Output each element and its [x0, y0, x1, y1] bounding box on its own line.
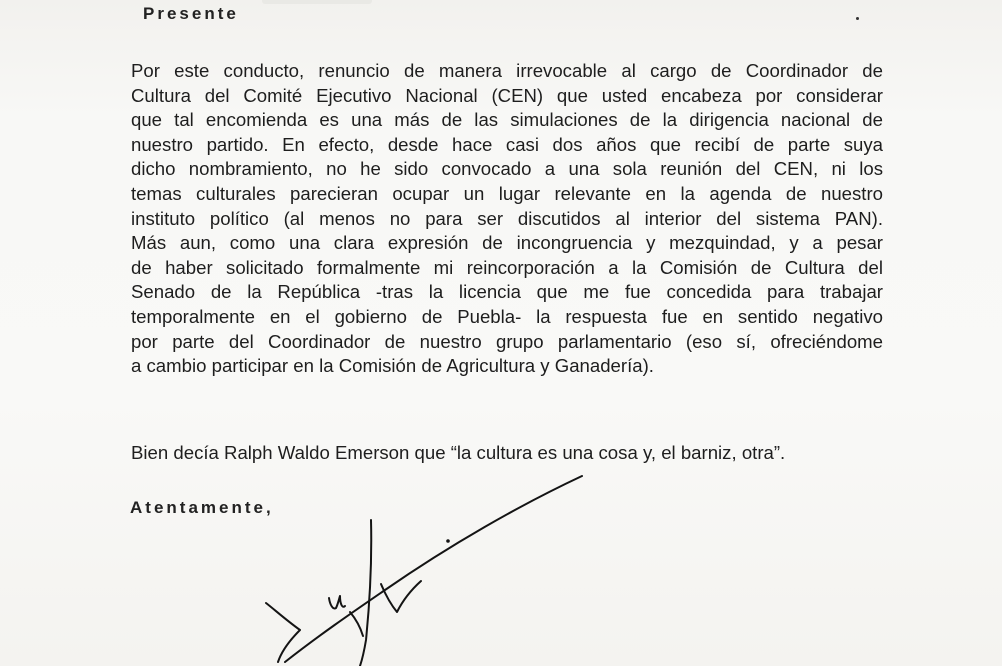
signature-flourish-stroke — [285, 476, 582, 662]
letter-body-paragraph — [131, 59, 883, 379]
closing: Atentamente, — [130, 498, 274, 517]
emerson-quote: Bien decía Ralph Waldo Emerson que “la cultura es una cosa y, el barniz, otra”. — [131, 442, 786, 463]
body-line: Senado de la República -tras la licencia que me fue concedida para trabajar — [131, 281, 883, 303]
signature-vertical-stroke — [360, 520, 371, 666]
signature-dot — [446, 539, 450, 543]
body-line: temas culturales parecieran ocupar un lugar relevante en la agenda de nuestro — [131, 182, 883, 204]
body-line: temporalmente en el gobierno de Puebla- la respuesta fue en sentido negativo — [131, 305, 883, 327]
salutation: Presente — [143, 4, 239, 23]
ink-dot — [856, 17, 859, 20]
bleed-through-mark — [262, 0, 372, 4]
signature-v-stroke — [381, 581, 421, 612]
body-line: Por este conducto, renuncio de manera irrevocable al cargo de Coordinador de — [131, 60, 883, 81]
body-line: Cultura del Comité Ejecutivo Nacional (CEN) que usted encabeza por considerar — [131, 84, 883, 106]
body-line: a cambio participar en la Comisión de Agricultura y Ganadería). — [131, 355, 654, 377]
signature-hook-stroke — [266, 603, 300, 662]
signature-connector-stroke — [350, 612, 363, 636]
signature-loop-stroke — [329, 596, 345, 608]
body-line: dicho nombramiento, no he sido convocado a una sola reunión del CEN, ni los — [131, 158, 883, 180]
body-line: instituto político (al menos no para ser discutidos al interior del sistema PAN). — [131, 207, 883, 229]
body-line: por parte del Coordinador de nuestro grupo parlamentario (eso sí, ofreciéndome — [131, 330, 883, 352]
body-line: de haber solicitado formalmente mi reincorporación a la Comisión de Cultura del — [131, 256, 883, 278]
body-line: que tal encomienda es una más de las simulaciones de la dirigencia nacional de — [131, 109, 883, 131]
body-line: Más aun, como una clara expresión de incongruencia y mezquindad, y a pesar — [131, 232, 883, 254]
body-line: nuestro partido. En efecto, desde hace casi dos años que recibí de parte suya — [131, 133, 883, 155]
